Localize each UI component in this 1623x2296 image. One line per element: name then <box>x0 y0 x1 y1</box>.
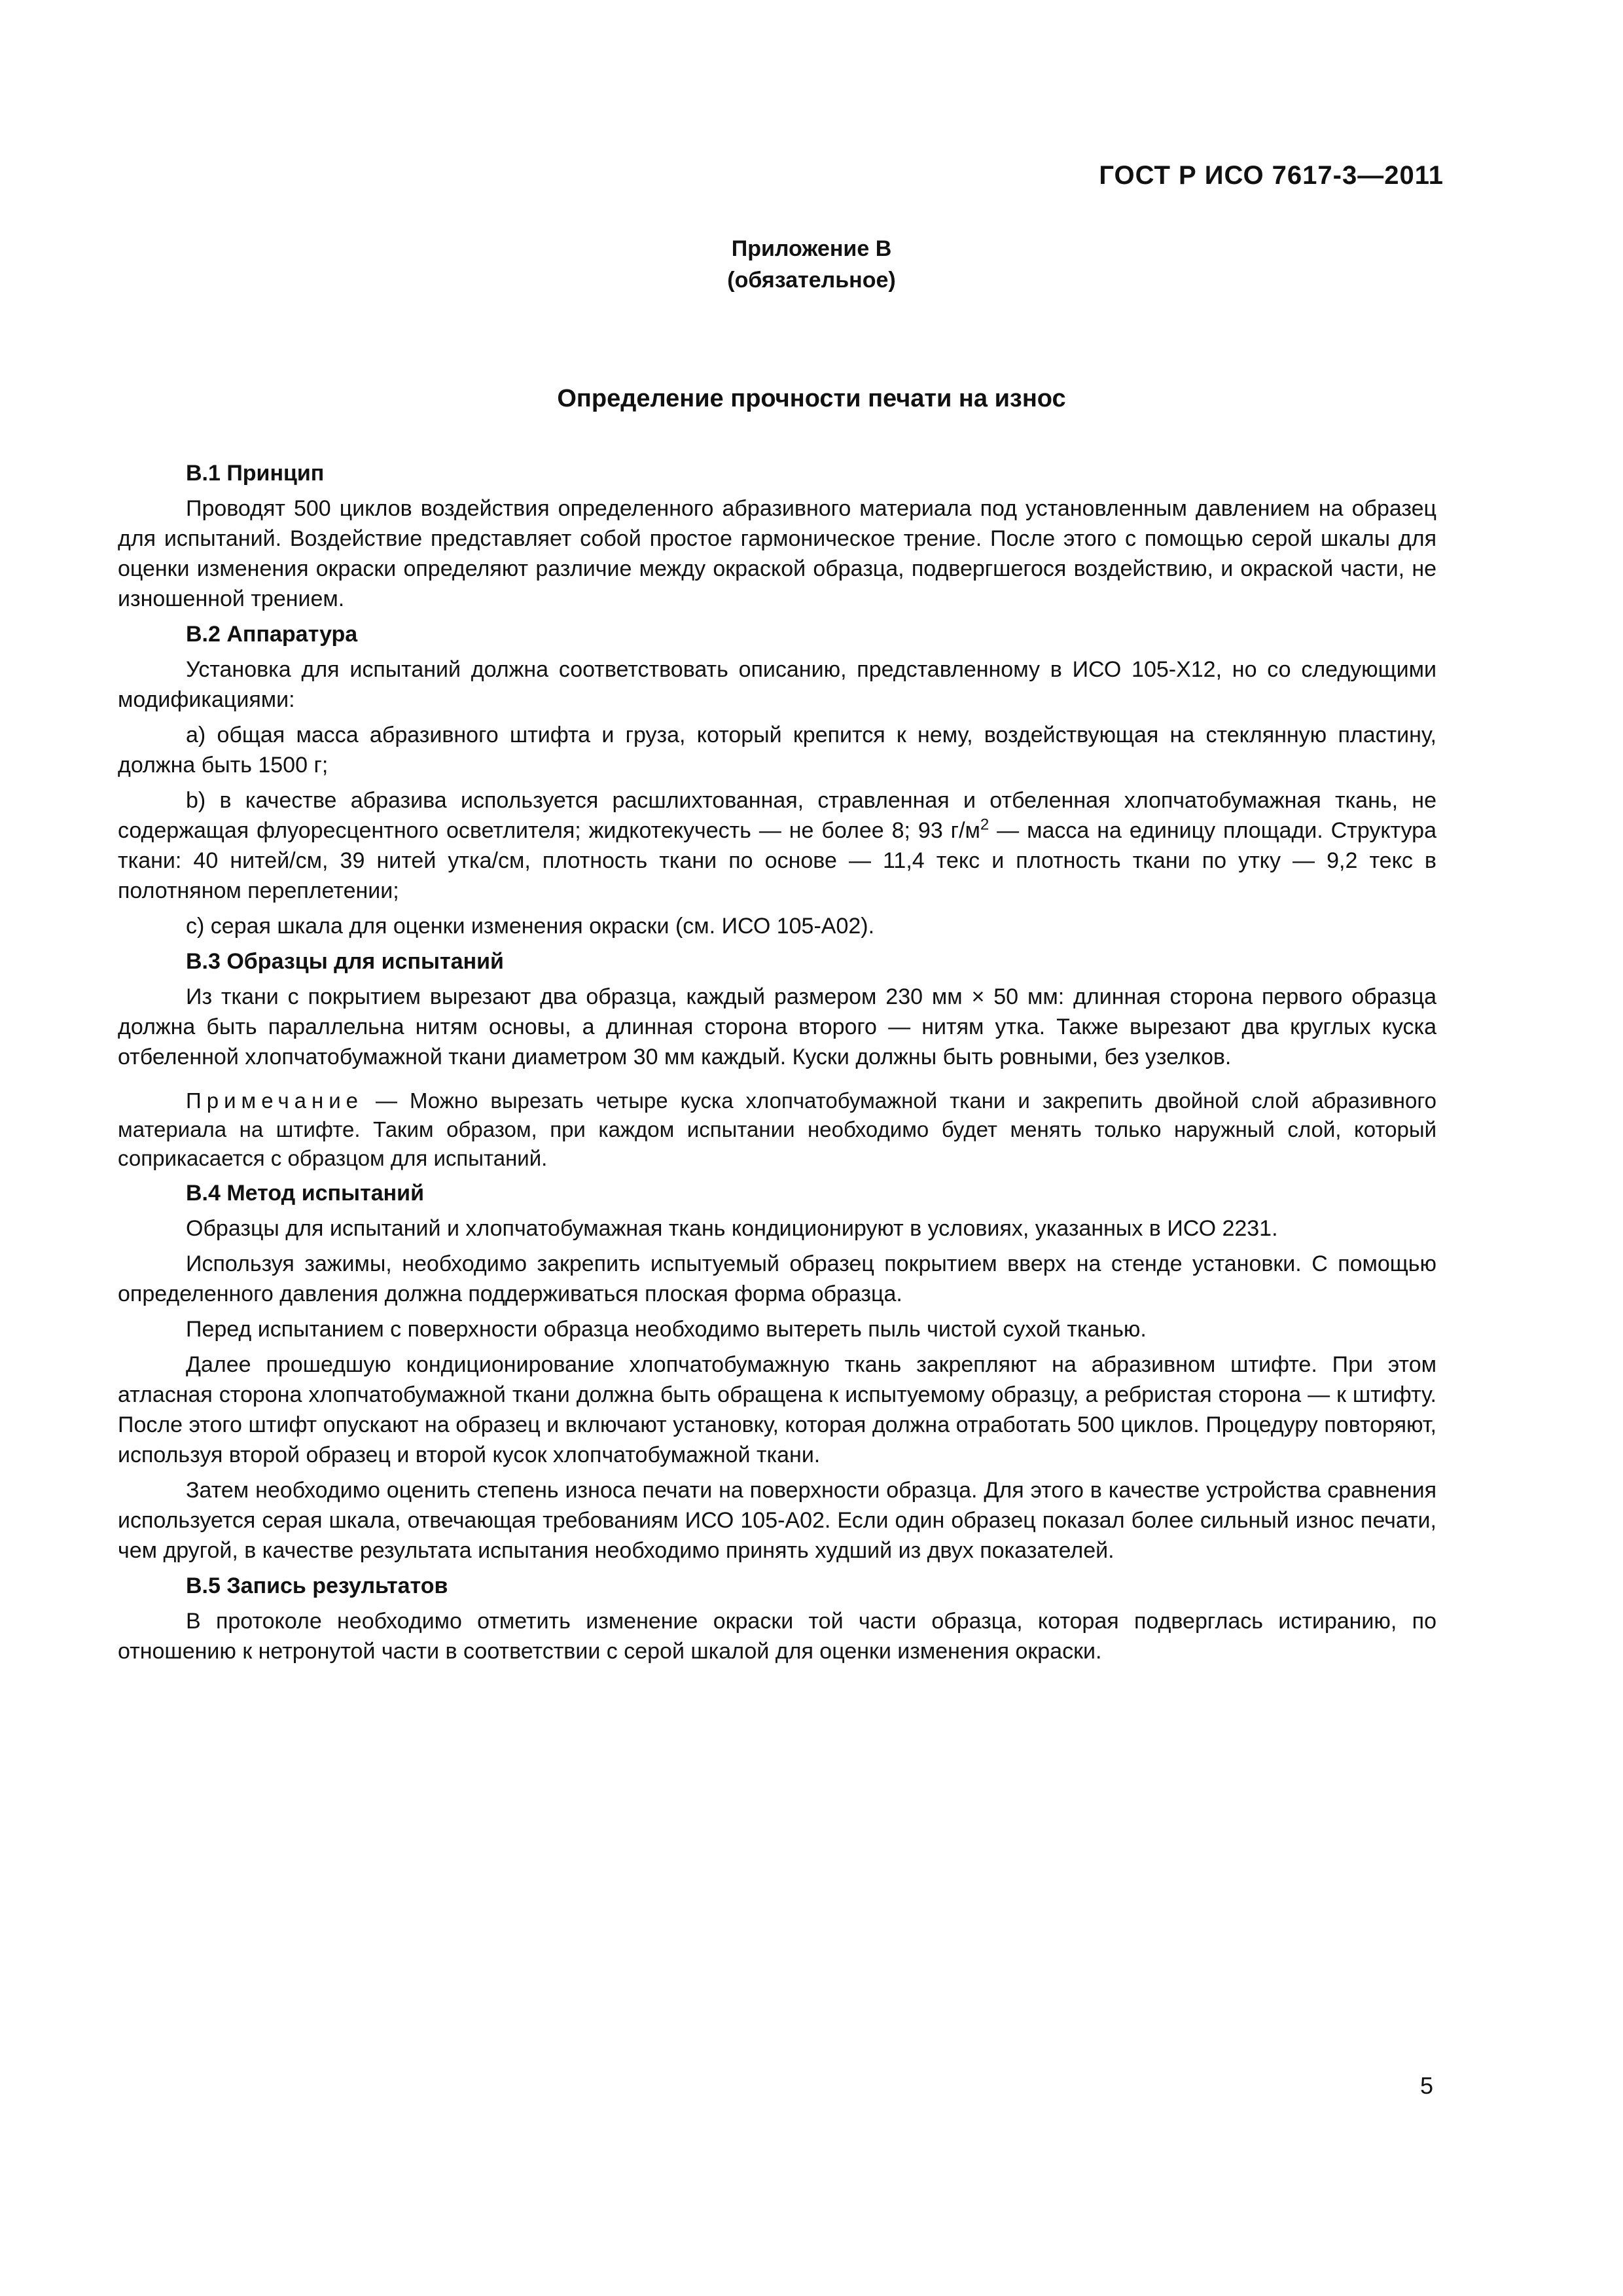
paragraph: Перед испытанием с поверхности образца необходимо вытереть пыль чистой сухой тканью. <box>186 1317 1147 1342</box>
list-item-c: с) серая шкала для оценки изменения окраски (см. ИСО 105-А02). <box>186 914 875 939</box>
note-text: — Можно вырезать четыре куска хлопчатобумажной ткани и закрепить двойной слой абразивного материала на штифте. Таким образом, при каждом испытании необходимо будет менять только наружный слой, который соприкасается с образцом для испытаний. <box>118 1088 1436 1170</box>
annex-label: Приложение В <box>731 236 892 261</box>
list-item-b-text-cont: — масса на единицу площади. Структура ткани: 40 нитей/см, 39 нитей утка/см, плотность ткани по основе — 11,4 текс и плотность ткани по утку — 9,2 текс в полотняном переплетении; <box>118 818 1436 903</box>
list-item-b <box>118 785 1436 906</box>
paragraph: Образцы для испытаний и хлопчатобумажная ткань кондиционируют в условиях, указанных в ИСО 2231. <box>186 1216 1278 1241</box>
paragraph: В протоколе необходимо отметить изменение окраски той части образца, которая подверглась истиранию, по отношению к нетронутой части в соответствии с серой шкалой для оценки изменения окраски. <box>118 1609 1436 1664</box>
superscript: 2 <box>980 816 990 834</box>
list-item-a: а) общая масса абразивного штифта и груза, который крепится к нему, воздействующая на стеклянную пластину, должна быть 1500 г; <box>118 723 1436 778</box>
page-number: 5 <box>1419 2072 1433 2099</box>
document-id: ГОСТ Р ИСО 7617-3—2011 <box>1099 161 1444 190</box>
annex-status: (обязательное) <box>727 268 896 293</box>
section-heading-b2: В.2 Аппаратура <box>186 622 358 647</box>
section-heading-b1: В.1 Принцип <box>186 461 325 486</box>
paragraph: Проводят 500 циклов воздействия определенного абразивного материала под установленным давлением на образец для испытаний. Воздействие представляет собой простое гармоническое трение. После этого с помощью серой шкалы для оценки изменения окраски определяют различие между окраской образца, подвергшегося воздействию, и окраской части, не изношенной трением. <box>118 496 1436 611</box>
page-title: Определение прочности печати на износ <box>557 385 1066 412</box>
section-heading-b3: В.3 Образцы для испытаний <box>186 949 504 974</box>
annex-heading <box>0 233 1623 296</box>
list-item-b-text: b) в качестве абразива используется расшлихтованная, стравленная и отбеленная хлопчатобумажная ткань, не содержащая флуоресцентного осветлителя; жидкотекучесть — не более 8; 93 г/м <box>118 788 1436 843</box>
note <box>118 1086 1436 1173</box>
paragraph: Используя зажимы, необходимо закрепить испытуемый образец покрытием вверх на стенде установки. С помощью определенного давления должна поддерживаться плоская форма образца. <box>118 1251 1436 1306</box>
paragraph: Далее прошедшую кондиционирование хлопчатобумажную ткань закрепляют на абразивном штифте. При этом атласная сторона хлопчатобумажной ткани должна быть обращена к испытуемому образцу, а ребристая сторона — к штифту. После этого штифт опускают на образец и включают установку, которая должна отработать 500 циклов. Процедуру повторяют, используя второй образец и второй кусок хлопчатобумажной ткани. <box>118 1352 1436 1467</box>
document-body <box>118 458 1436 1672</box>
section-heading-b5: В.5 Запись результатов <box>186 1573 448 1598</box>
paragraph: Установка для испытаний должна соответствовать описанию, представленному в ИСО 105-Х12, но со следующими модификациями: <box>118 657 1436 712</box>
section-heading-b4: В.4 Метод испытаний <box>186 1181 424 1206</box>
paragraph: Из ткани с покрытием вырезают два образца, каждый размером 230 мм × 50 мм: длинная сторона первого образца должна быть параллельна нитям основы, а длинная сторона второго — нитям утка. Также вырезают два круглых куска отбеленной хлопчатобумажной ткани диаметром 30 мм каждый. Куски должны быть ровными, без узелков. <box>118 984 1436 1069</box>
note-label: Примечание <box>186 1088 364 1113</box>
paragraph: Затем необходимо оценить степень износа печати на поверхности образца. Для этого в качестве устройства сравнения используется серая шкала, отвечающая требованиям ИСО 105-А02. Если один образец показал более сильный износ печати, чем другой, в качестве результата испытания необходимо принять худший из двух показателей. <box>118 1478 1436 1563</box>
